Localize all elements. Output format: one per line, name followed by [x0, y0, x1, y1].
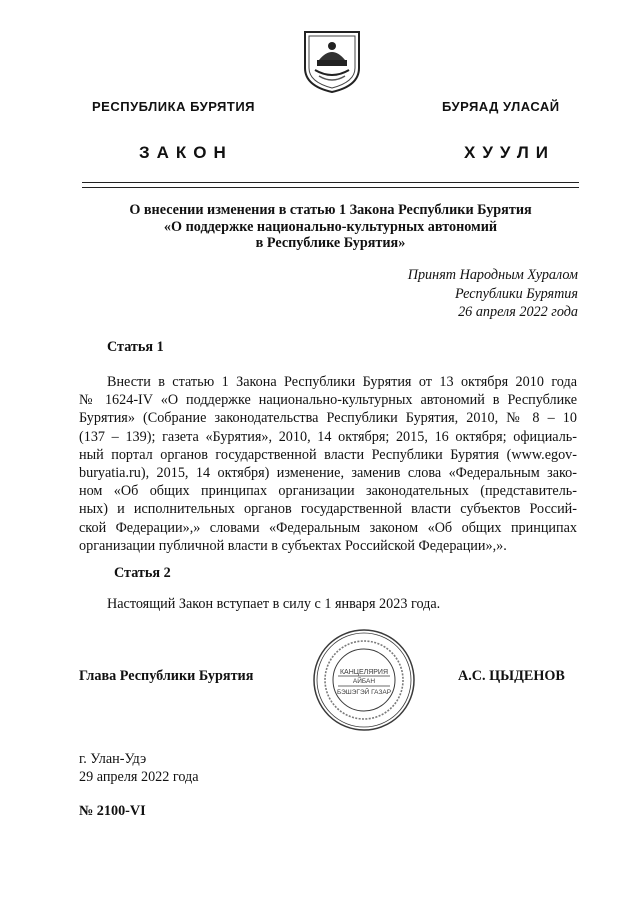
seal-text-line: БЭШЭГЭЙ ГАЗАР: [336, 689, 392, 696]
law-heading-buryat: ХУУЛИ: [464, 143, 555, 162]
signing-date: 29 апреля 2022 года: [79, 769, 199, 785]
article-1-line: организации публичной власти в субъектах Российской Федерации»,».: [79, 537, 507, 554]
article-2-heading: Статья 2: [114, 565, 171, 581]
article-1-line: ской Федерации»,» словами «Федеральным законом «Об общих принципах: [79, 519, 577, 536]
place-and-date: [79, 750, 199, 786]
signatory-name: А.С. ЦЫДЕНОВ: [458, 668, 565, 684]
adoption-line: 26 апреля 2022 года: [458, 304, 578, 320]
seal-text-line: АЙБАН: [352, 678, 376, 685]
seal-text-line: КАНЦЕЛЯРИЯ: [339, 669, 389, 676]
republic-name-buryat: БУРЯАД УЛАСАЙ: [442, 99, 560, 114]
article-1-line: ных) и исполнительных органов государственной власти субъектов Россий-: [79, 501, 577, 518]
official-seal: [312, 628, 416, 732]
article-1-line: buryatia.ru), 2015, 14 октября) изменение, заменив слова «Федеральным зако-: [79, 465, 577, 482]
law-title-line: «О поддержке национально-культурных автономий: [163, 218, 498, 235]
law-title-line: в Республике Бурятия»: [255, 235, 406, 251]
republic-name-russian: РЕСПУБЛИКА БУРЯТИЯ: [92, 99, 256, 114]
coat-of-arms-emblem: [301, 26, 363, 94]
article-1-text: [79, 373, 577, 555]
adoption-line: Республики Бурятия: [454, 285, 578, 302]
article-1-line: ный портал органов государственной власти Республики Бурятия (www.egov-: [79, 446, 577, 463]
article-1-line: № 1624-IV «О поддержке национально-культурных автономий в Республике: [79, 392, 577, 409]
adoption-line: Принят Народным Хуралом: [407, 267, 578, 283]
article-1-heading: Статья 1: [107, 339, 164, 355]
header-divider-thin: [82, 187, 579, 188]
law-number: № 2100-VI: [79, 803, 146, 819]
signatory-title: Глава Республики Бурятия: [79, 668, 254, 684]
article-1-line: ном «Об общих принципах организации законодательных (представитель-: [79, 483, 577, 500]
article-2-text: Настоящий Закон вступает в силу с 1 января 2023 года.: [107, 596, 441, 612]
city: г. Улан-Удэ: [79, 751, 147, 767]
law-title: [82, 202, 579, 252]
article-1-line: (137 – 139); газета «Бурятия», 2010, 14 октября; 2015, 16 октября; официаль-: [79, 428, 577, 445]
law-title-line: О внесении изменения в статью 1 Закона Республики Бурятия: [129, 202, 532, 218]
article-1-line: Внести в статью 1 Закона Республики Бурятия от 13 октября 2010 года: [107, 374, 577, 390]
law-heading-russian: ЗАКОН: [139, 143, 233, 162]
adoption-note: [408, 266, 578, 322]
header-divider: [82, 182, 579, 183]
article-1-line: Бурятия» (Собрание законодательства Республики Бурятия, 2010, № 8 – 10: [79, 410, 577, 427]
